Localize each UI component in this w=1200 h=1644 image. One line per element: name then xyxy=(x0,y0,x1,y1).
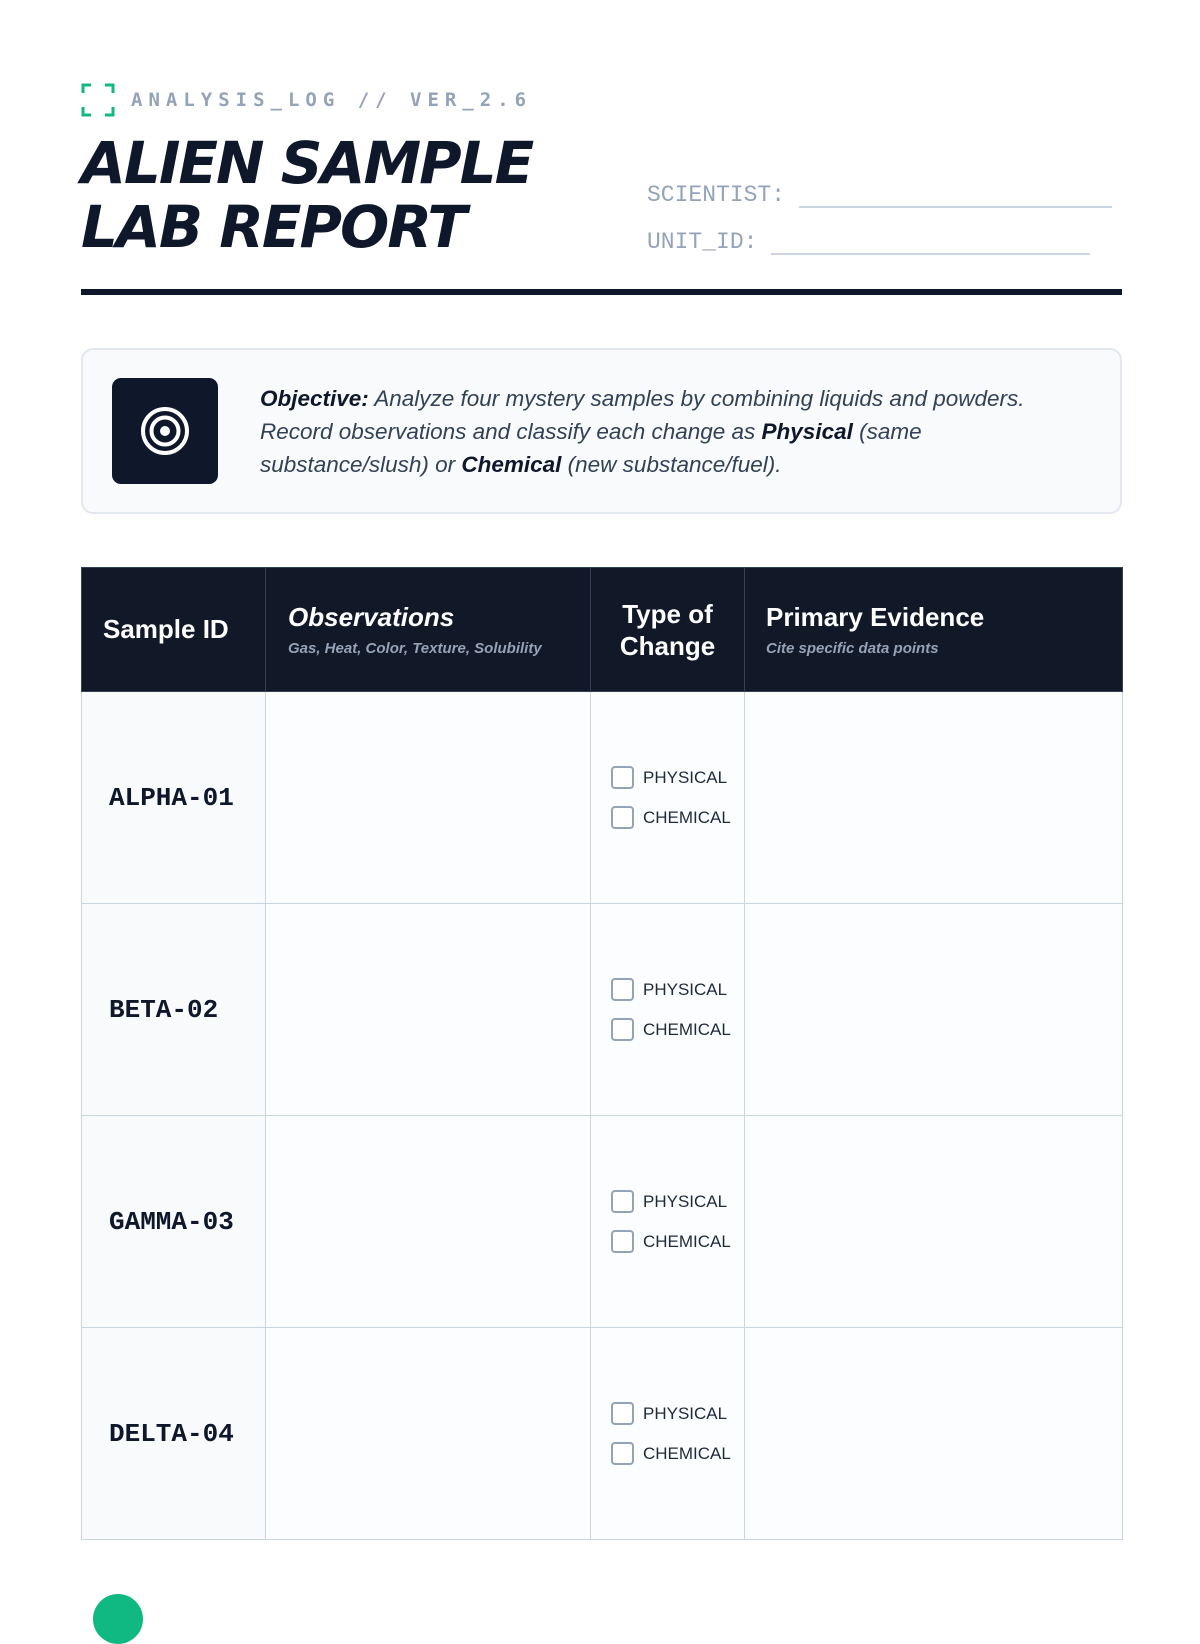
primary-evidence-cell[interactable] xyxy=(745,904,1123,1116)
header-primary-evidence xyxy=(745,568,1123,692)
chemical-option[interactable] xyxy=(611,1222,744,1262)
chemical-checkbox[interactable] xyxy=(611,806,634,829)
scientist-label: SCIENTIST: xyxy=(647,182,786,208)
primary-evidence-cell[interactable] xyxy=(745,1328,1123,1540)
unit-id-input-line[interactable] xyxy=(771,227,1090,255)
table-row xyxy=(82,1116,1123,1328)
objective-text-2: (same substance/slush) or xyxy=(260,419,922,477)
physical-label: PHYSICAL xyxy=(643,1191,728,1211)
header-observations-label: Observations xyxy=(288,602,455,632)
observations-cell[interactable] xyxy=(266,692,591,904)
header-observations-sub: Gas, Heat, Color, Texture, Solubility xyxy=(288,640,542,657)
physical-option[interactable] xyxy=(611,970,744,1010)
header-divider xyxy=(81,289,1122,295)
tagline-text: ANALYSIS_LOG // VER_2.6 xyxy=(131,89,533,111)
sample-id-cell xyxy=(82,904,266,1116)
table-header-row xyxy=(82,568,1123,692)
physical-option[interactable] xyxy=(611,758,744,798)
chemical-checkbox[interactable] xyxy=(611,1018,634,1041)
type-of-change-cell xyxy=(591,692,745,904)
chemical-label: CHEMICAL xyxy=(643,807,731,827)
objective-icon-box xyxy=(112,378,218,484)
physical-checkbox[interactable] xyxy=(611,766,634,789)
header-evidence-label: Primary Evidence xyxy=(766,602,985,632)
chemical-checkbox[interactable] xyxy=(611,1230,634,1253)
header-sample-id-label: Sample ID xyxy=(103,614,229,644)
primary-evidence-cell[interactable] xyxy=(745,1116,1123,1328)
observations-cell[interactable] xyxy=(266,904,591,1116)
sample-id-cell xyxy=(82,1328,266,1540)
header-type-of-change xyxy=(591,568,745,692)
sample-id-cell xyxy=(82,692,266,904)
type-of-change-cell xyxy=(591,1116,745,1328)
physical-label: PHYSICAL xyxy=(643,767,728,787)
chemical-option[interactable] xyxy=(611,798,744,838)
title-line-2: LAB REPORT xyxy=(81,193,465,261)
physical-checkbox[interactable] xyxy=(611,1190,634,1213)
sample-table xyxy=(81,567,1123,1540)
type-of-change-cell xyxy=(591,1328,745,1540)
physical-option[interactable] xyxy=(611,1394,744,1434)
sample-id: BETA-02 xyxy=(109,994,219,1025)
target-icon xyxy=(140,406,190,456)
unit-id-field xyxy=(647,225,1122,255)
chemical-option[interactable] xyxy=(611,1434,744,1474)
chemical-checkbox[interactable] xyxy=(611,1442,634,1465)
observations-cell[interactable] xyxy=(266,1116,591,1328)
physical-checkbox[interactable] xyxy=(611,978,634,1001)
sample-id: DELTA-04 xyxy=(109,1418,234,1449)
sample-id-cell xyxy=(82,1116,266,1328)
objective-chemical: Chemical xyxy=(461,452,562,477)
bracket-icon xyxy=(81,83,115,117)
chemical-label: CHEMICAL xyxy=(643,1019,731,1039)
chemical-label: CHEMICAL xyxy=(643,1231,731,1251)
page-title xyxy=(81,131,532,259)
table-row xyxy=(82,1328,1123,1540)
objective-box xyxy=(81,348,1122,514)
header-observations xyxy=(266,568,591,692)
header-type-line-2: Change xyxy=(619,630,716,661)
type-of-change-cell xyxy=(591,904,745,1116)
objective-text-3: (new substance/fuel). xyxy=(561,452,782,477)
observations-cell[interactable] xyxy=(266,1328,591,1540)
physical-option[interactable] xyxy=(611,1182,744,1222)
table-row xyxy=(82,692,1123,904)
scientist-input-line[interactable] xyxy=(799,180,1112,208)
header-sample-id xyxy=(82,568,266,692)
sample-id: GAMMA-03 xyxy=(109,1206,234,1237)
objective-text xyxy=(260,382,1080,481)
header-fields xyxy=(647,178,1122,272)
sample-id: ALPHA-01 xyxy=(109,782,234,813)
tagline xyxy=(81,83,532,117)
table-row xyxy=(82,904,1123,1116)
objective-physical: Physical xyxy=(761,419,853,444)
scientist-field xyxy=(647,178,1122,208)
footer-badge xyxy=(93,1594,143,1644)
header-type-line-1: Type of xyxy=(622,598,713,629)
chemical-label: CHEMICAL xyxy=(643,1443,731,1463)
unit-id-label: UNIT_ID: xyxy=(647,229,758,255)
header-evidence-sub: Cite specific data points xyxy=(766,640,939,657)
physical-label: PHYSICAL xyxy=(643,979,728,999)
chemical-option[interactable] xyxy=(611,1010,744,1050)
title-line-1: ALIEN SAMPLE xyxy=(81,129,533,197)
primary-evidence-cell[interactable] xyxy=(745,692,1123,904)
physical-checkbox[interactable] xyxy=(611,1402,634,1425)
objective-lead: Objective: xyxy=(260,386,369,411)
physical-label: PHYSICAL xyxy=(643,1403,728,1423)
objective-text-1: Analyze four mystery samples by combining liquids and powders. Record observations and classify each change as xyxy=(260,386,1025,444)
